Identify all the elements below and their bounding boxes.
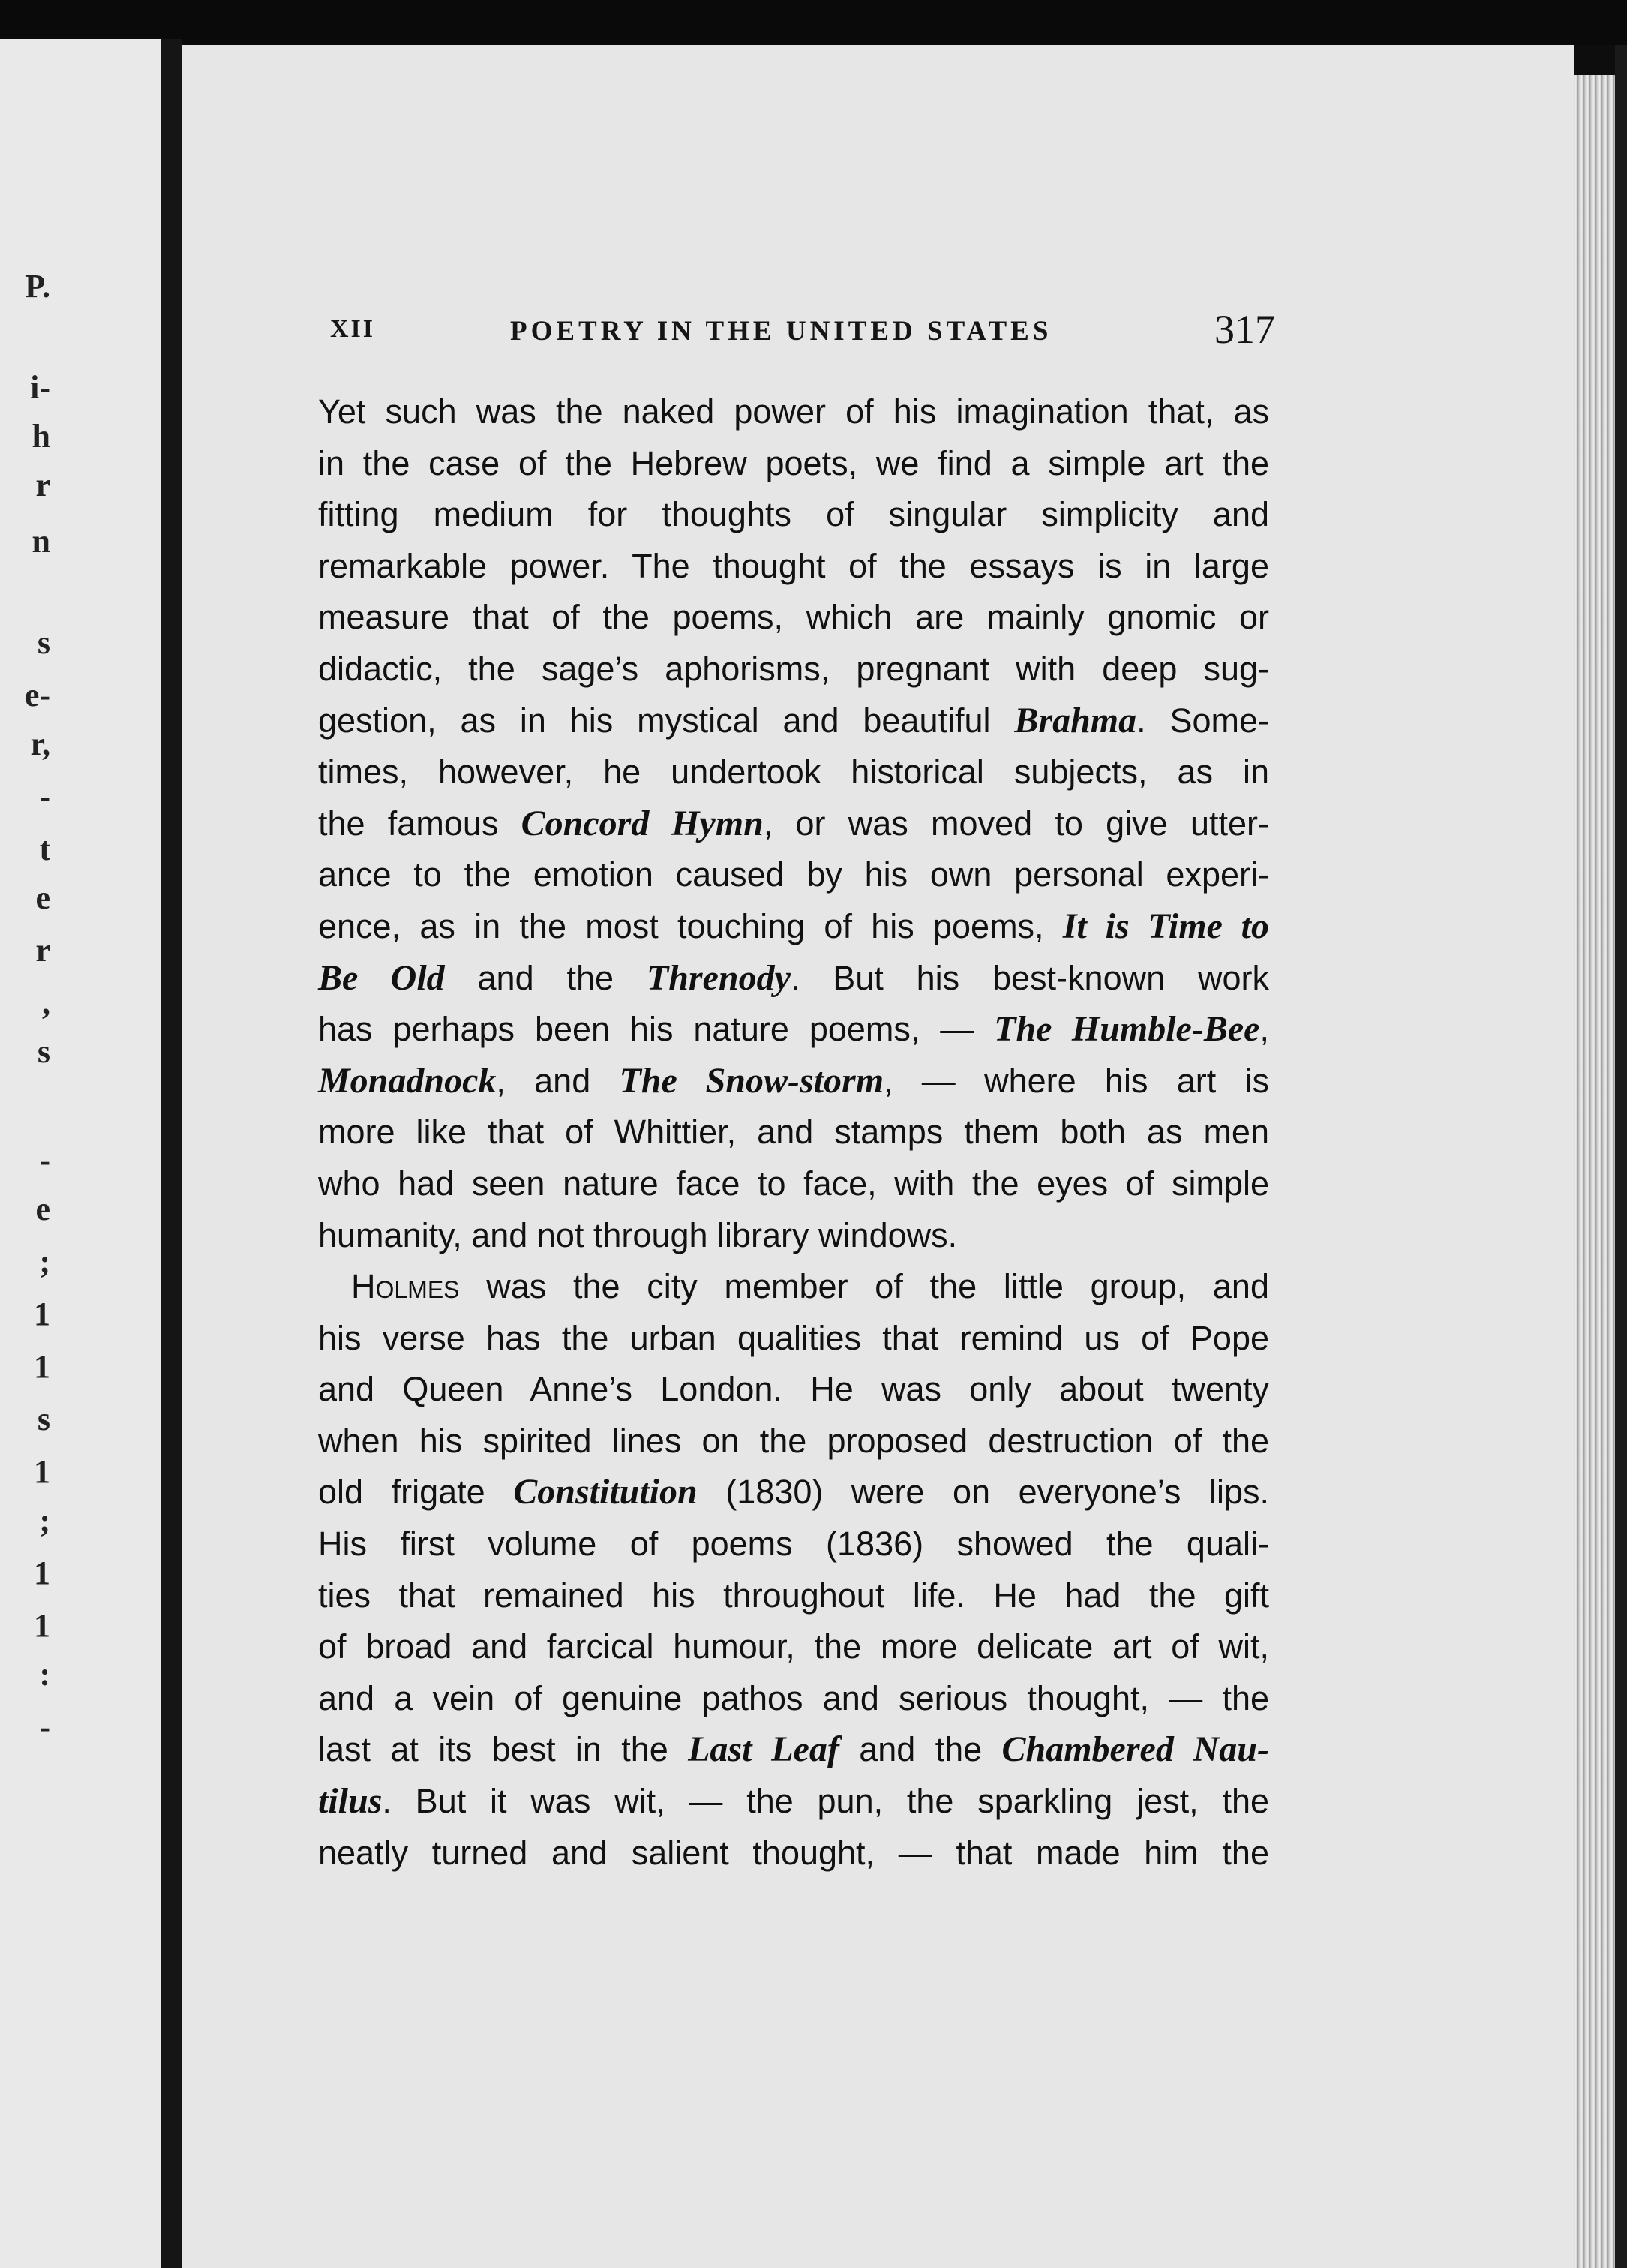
italic-title: The Snow-storm: [619, 1060, 884, 1101]
text-line: [318, 953, 1269, 1005]
text-run: ,: [1259, 1010, 1269, 1049]
text-line: [318, 1261, 1269, 1313]
italic-title: Constitution: [513, 1472, 698, 1513]
facing-page-cut-off-text: [0, 39, 161, 2268]
text-line: [318, 798, 1269, 850]
text-run: , or was moved to give utter-: [763, 804, 1269, 843]
facing-page-fragment: 1: [34, 1296, 50, 1332]
text-run: remarkable power. The thought of the essays is in large: [318, 546, 1269, 585]
text-line: [318, 901, 1269, 953]
text-line: [318, 1776, 1269, 1828]
text-line: [318, 592, 1269, 644]
text-run: and the: [839, 1730, 1002, 1769]
facing-page-fragment: s: [37, 1401, 50, 1437]
text-run: when his spirited lines on the proposed destruction of the: [318, 1421, 1269, 1460]
facing-page-fragment: ;: [39, 1502, 50, 1539]
chapter-number: XII: [330, 315, 376, 343]
text-line: [318, 1467, 1269, 1519]
text-line: [318, 1828, 1269, 1879]
text-line: [318, 1416, 1269, 1467]
italic-title: The Humble-Bee: [994, 1009, 1260, 1050]
text-line: [318, 489, 1269, 541]
italic-title: Concord Hymn: [521, 803, 764, 843]
facing-page-fragment: i-: [30, 369, 50, 406]
text-line: [318, 1621, 1269, 1673]
body-text: [318, 386, 1269, 1879]
text-run: the famous: [318, 804, 521, 843]
text-line: [318, 1673, 1269, 1725]
facing-page-fragment: r: [35, 932, 50, 969]
text-run: last at its best in the: [318, 1730, 689, 1769]
text-run: Yet such was the naked power of his imagination that, as: [318, 392, 1269, 431]
text-run: and a vein of genuine pathos and serious thought, — the: [318, 1678, 1269, 1717]
text-run: , and: [496, 1061, 620, 1100]
italic-title: Last Leaf: [688, 1729, 839, 1770]
facing-page-fragment: P.: [25, 268, 50, 305]
right-scan-border: [1615, 45, 1627, 2268]
italic-title: Brahma: [1014, 700, 1137, 740]
text-line: [318, 1570, 1269, 1622]
facing-page-fragment: ;: [39, 1243, 50, 1280]
text-line: [318, 1364, 1269, 1416]
text-run: has perhaps been his nature poems, —: [318, 1010, 995, 1049]
text-line: [318, 1724, 1269, 1776]
text-line: [318, 438, 1269, 490]
text-run: times, however, he undertook historical subjects, as in: [318, 752, 1269, 792]
facing-page-fragment: r,: [30, 725, 50, 762]
facing-page-fragment: r: [35, 467, 50, 503]
facing-page-fragment: 1: [34, 1348, 50, 1385]
text-run: old frigate: [318, 1473, 514, 1512]
text-run: fitting medium for thoughts of singular simplicity and: [318, 495, 1269, 534]
text-line: [318, 695, 1269, 747]
text-line: [318, 541, 1269, 593]
facing-page-fragment: s: [37, 624, 50, 661]
text-run: didactic, the sage’s aphorisms, pregnant with deep sug-: [318, 649, 1269, 688]
facing-page-fragment: n: [32, 523, 50, 560]
text-run: who had seen nature face to face, with the eyes of simple: [318, 1164, 1269, 1203]
text-run: and the: [444, 958, 647, 997]
page-edges: [1574, 75, 1615, 2268]
text-run: was the city member of the little group, and: [459, 1267, 1269, 1306]
text-run: gestion, as in his mystical and beautiful: [318, 701, 1015, 740]
text-line: [318, 1519, 1269, 1570]
text-run: neatly turned and salient thought, — that made him the: [318, 1833, 1269, 1872]
italic-title: Threnody: [646, 957, 791, 998]
facing-page-fragment: e: [35, 879, 50, 916]
facing-page-fragment: :: [39, 1656, 50, 1693]
text-line: [318, 849, 1269, 901]
text-run: ence, as in the most touching of his poems,: [318, 906, 1063, 945]
text-line: [318, 1158, 1269, 1210]
facing-page-fragment: ,: [42, 984, 50, 1021]
text-run: humanity, and not through library windows.: [318, 1215, 958, 1254]
facing-page-fragment: -: [39, 1142, 50, 1179]
facing-page-fragment: -: [39, 1708, 50, 1745]
facing-page-fragment: t: [39, 831, 50, 867]
text-run: his verse has the urban qualities that remind us of Pope: [318, 1318, 1269, 1357]
text-line: [318, 1107, 1269, 1158]
facing-page-fragment: 1: [34, 1607, 50, 1644]
text-run: . But it was wit, — the pun, the sparkling jest, the: [382, 1782, 1269, 1821]
top-scan-border: [0, 0, 1627, 45]
book-gutter: [161, 39, 182, 2268]
text-line: [318, 1313, 1269, 1365]
text-run: . Some-: [1136, 701, 1270, 740]
text-line: [318, 1004, 1269, 1056]
text-run: measure that of the poems, which are mainly gnomic or: [318, 598, 1269, 637]
facing-page-fragment: e: [35, 1191, 50, 1227]
italic-title: It is Time to: [1062, 906, 1269, 946]
running-head: [330, 306, 1275, 359]
facing-page-fragment: e-: [24, 677, 50, 713]
facing-page-fragment: 1: [34, 1555, 50, 1591]
text-line: [318, 386, 1269, 438]
text-run: , — where his art is: [884, 1061, 1269, 1100]
italic-title: Monadnock: [318, 1060, 497, 1101]
text-run: His first volume of poems (1836) showed the quali-: [318, 1525, 1269, 1564]
facing-page: [0, 39, 161, 2268]
running-title: POETRY IN THE UNITED STATES: [510, 316, 1052, 347]
text-run: (1830) were on everyone’s lips.: [697, 1473, 1270, 1512]
small-caps-name: Holmes: [351, 1267, 460, 1306]
italic-title: Chambered Nau-: [1001, 1729, 1269, 1770]
italic-title: Be Old: [318, 957, 445, 998]
text-run: more like that of Whittier, and stamps them both as men: [318, 1113, 1269, 1152]
text-line: [318, 1210, 1269, 1262]
text-run: in the case of the Hebrew poets, we find a simple art the: [318, 443, 1269, 482]
facing-page-fragment: h: [32, 418, 50, 455]
facing-page-fragment: 1: [34, 1453, 50, 1490]
text-run: of broad and farcical humour, the more delicate art of wit,: [318, 1627, 1269, 1666]
text-run: ties that remained his throughout life. He had the gift: [318, 1576, 1269, 1615]
italic-title: tilus: [318, 1781, 383, 1822]
text-line: [318, 746, 1269, 798]
text-line: [318, 644, 1269, 695]
text-line: [318, 1056, 1269, 1107]
facing-page-fragment: s: [37, 1033, 50, 1070]
text-run: ance to the emotion caused by his own personal experi-: [318, 855, 1269, 894]
facing-page-fragment: -: [39, 778, 50, 815]
page-number: 317: [1214, 307, 1275, 352]
text-run: . But his best-known work: [790, 958, 1269, 997]
text-run: and Queen Anne’s London. He was only about twenty: [318, 1370, 1269, 1409]
